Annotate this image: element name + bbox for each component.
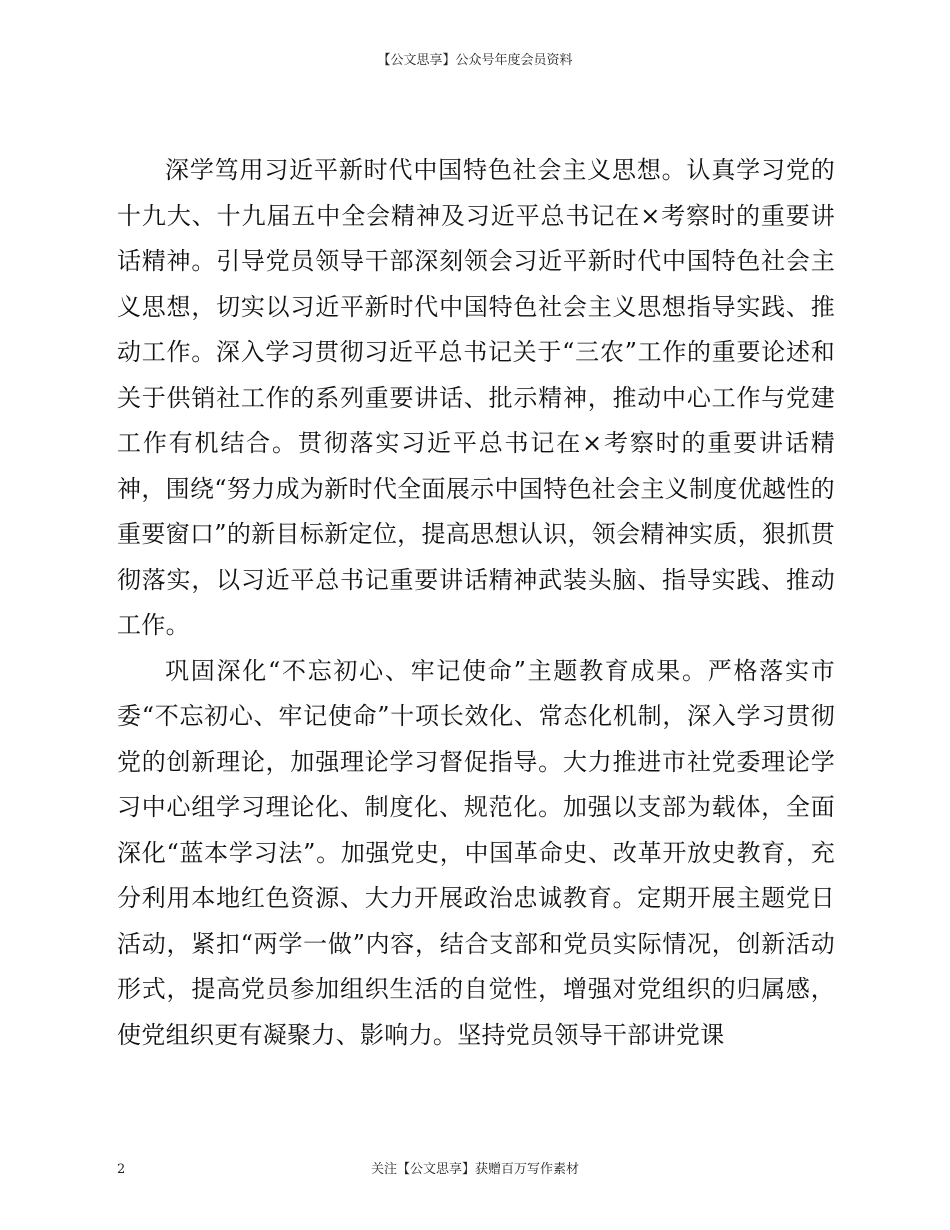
paragraph-2: 巩固深化“不忘初心、牢记使命”主题教育成果。严格落实市委“不忘初心、牢记使命”十项长效化、常态化机制，深入学习贯彻党的创新理论，加强理论学习督促指导。大力推进市社党委理论学习中心组学习理论化、制度化、规范化。加强以支部为载体，全面深化“蓝本学习法”。加强党史，中国革命史、改革开放史教育，充分利用本地红色资源、大力开展政治忠诚教育。定期开展主题党日活动，紧扣“两学一做”内容，结合支部和党员实际情况，创新活动形式，提高党员参加组织生活的自觉性，增强对党组织的归属感，使党组织更有凝聚力、影响力。坚持党员领导干部讲党课	[117, 656, 835, 1049]
document-body	[117, 148, 835, 1058]
paragraph-1: 深学笃用习近平新时代中国特色社会主义思想。认真学习党的十九大、十九届五中全会精神及习近平总书记在×考察时的重要讲话精神。引导党员领导干部深刻领会习近平新时代中国特色社会主义思想，切实以习近平新时代中国特色社会主义思想指导实践、推动工作。深入学习贯彻习近平总书记关于“三农”工作的重要论述和关于供销社工作的系列重要讲话、批示精神，推动中心工作与党建工作有机结合。贯彻落实习近平总书记在×考察时的重要讲话精神，围绕“努力成为新时代全面展示中国特色社会主义制度优越性的重要窗口”的新目标新定位，提高思想认识，领会精神实质，狠抓贯彻落实，以习近平总书记重要讲话精神武装头脑、指导实践、推动工作。	[117, 156, 835, 639]
page-footer: 关注【公文思享】获赠百万写作素材	[370, 1162, 579, 1177]
page-number: 2	[117, 1162, 126, 1177]
page-header: 【公文思享】公众号年度会员资料	[377, 53, 573, 68]
